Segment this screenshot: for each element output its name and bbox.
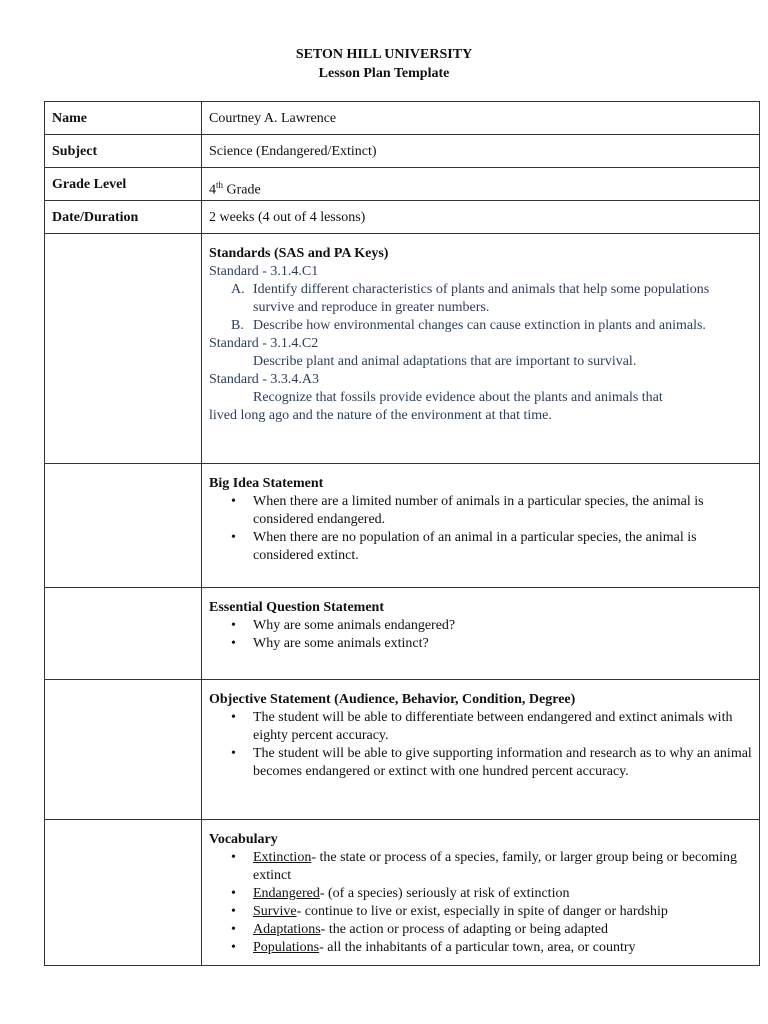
bullet-icon: •: [231, 494, 236, 509]
vocab-term: Populations: [253, 940, 320, 955]
vocab-term: Adaptations: [253, 922, 321, 937]
list-text: When there are no population of an animal in a particular species, the animal is considered extinct.: [253, 530, 697, 563]
section-title: Objective Statement (Audience, Behavior, Condition, Degree): [209, 692, 576, 707]
grade-number: 4: [209, 182, 216, 198]
list-text: When there are a limited number of animals in a particular species, the animal is considered endangered.: [253, 494, 704, 527]
table-row: [45, 102, 760, 135]
table-row: [45, 464, 760, 588]
grade-word: Grade: [223, 182, 261, 198]
bullet-icon: •: [231, 850, 236, 865]
template-title: Lesson Plan Template: [318, 66, 450, 81]
standard-description: Describe plant and animal adaptations that are important to survival.: [253, 354, 637, 369]
duration-label: Date/Duration: [45, 201, 202, 234]
empty-cell: [45, 464, 202, 588]
vocab-term: Survive: [253, 904, 297, 919]
vocab-term: Extinction: [253, 850, 312, 865]
empty-cell: [45, 820, 202, 966]
vocab-definition: - the action or process of adapting or being adapted: [320, 922, 608, 937]
table-row: [45, 820, 760, 966]
list-item: [209, 709, 752, 745]
lesson-plan-table: [44, 101, 760, 966]
vocab-definition: - continue to live or exist, especially in spite of danger or hardship: [296, 904, 668, 919]
list-item: [209, 281, 752, 317]
list-marker: B.: [231, 318, 244, 333]
vocab-item: [209, 939, 752, 957]
list-text: Why are some animals extinct?: [253, 636, 429, 651]
list-text: Why are some animals endangered?: [253, 618, 456, 633]
list-item: [209, 617, 752, 635]
vocab-definition: - the state or process of a species, family, or larger group being or becoming extinct: [253, 850, 738, 883]
vocabulary-section: [202, 820, 760, 966]
standard-code: Standard - 3.1.4.C2: [209, 336, 319, 351]
vocab-definition: - (of a species) seriously at risk of extinction: [319, 886, 570, 901]
grade-value: [202, 168, 760, 201]
list-text: Identify different characteristics of plants and animals that help some populations survive and reproduce in greater numbers.: [253, 282, 710, 315]
bullet-icon: •: [231, 886, 236, 901]
bullet-icon: •: [231, 530, 236, 545]
section-title: Vocabulary: [209, 832, 278, 847]
list-marker: A.: [231, 282, 245, 297]
section-title: Big Idea Statement: [209, 476, 324, 491]
vocab-term: Endangered: [253, 886, 320, 901]
section-title: Standards (SAS and PA Keys): [209, 246, 389, 261]
empty-cell: [45, 680, 202, 820]
objective-section: [202, 680, 760, 820]
standard-code: Standard - 3.1.4.C1: [209, 264, 319, 279]
duration-value: 2 weeks (4 out of 4 lessons): [202, 201, 760, 234]
bullet-icon: •: [231, 904, 236, 919]
grade-label: Grade Level: [45, 168, 202, 201]
grade-suffix: th: [216, 180, 224, 190]
list-item: [209, 745, 752, 781]
list-text: The student will be able to differentiate between endangered and extinct animals with eighty percent accuracy.: [253, 710, 733, 743]
standards-section: [202, 234, 760, 464]
vocab-definition: - all the inhabitants of a particular town, area, or country: [319, 940, 636, 955]
subject-label: Subject: [45, 135, 202, 168]
name-label: Name: [45, 102, 202, 135]
list-item: [209, 635, 752, 653]
vocab-item: [209, 921, 752, 939]
name-value: Courtney A. Lawrence: [202, 102, 760, 135]
empty-cell: [45, 588, 202, 680]
bullet-icon: •: [231, 618, 236, 633]
bullet-icon: •: [231, 940, 236, 955]
bullet-icon: •: [231, 710, 236, 725]
table-row: [45, 234, 760, 464]
table-row: [45, 168, 760, 201]
list-item: [209, 493, 752, 529]
vocab-item: [209, 885, 752, 903]
table-row: [45, 201, 760, 234]
big-idea-section: [202, 464, 760, 588]
vocab-item: [209, 849, 752, 885]
list-item: [209, 529, 752, 565]
bullet-icon: •: [231, 922, 236, 937]
section-title: Essential Question Statement: [209, 600, 384, 615]
list-text: The student will be able to give supporting information and research as to why an animal becomes endangered or extinct with one hundred percent accuracy.: [253, 746, 752, 779]
essential-question-section: [202, 588, 760, 680]
vocab-item: [209, 903, 752, 921]
empty-cell: [45, 234, 202, 464]
table-row: [45, 135, 760, 168]
table-row: [45, 588, 760, 680]
table-row: [45, 680, 760, 820]
list-item: [209, 317, 752, 335]
bullet-icon: •: [231, 636, 236, 651]
list-text: Describe how environmental changes can cause extinction in plants and animals.: [253, 318, 706, 333]
university-title: SETON HILL UNIVERSITY: [295, 47, 473, 62]
standard-description-cont: lived long ago and the nature of the environment at that time.: [209, 408, 552, 423]
bullet-icon: •: [231, 746, 236, 761]
standard-code: Standard - 3.3.4.A3: [209, 372, 320, 387]
subject-value: Science (Endangered/Extinct): [202, 135, 760, 168]
standard-description: Recognize that fossils provide evidence about the plants and animals that: [253, 390, 663, 405]
